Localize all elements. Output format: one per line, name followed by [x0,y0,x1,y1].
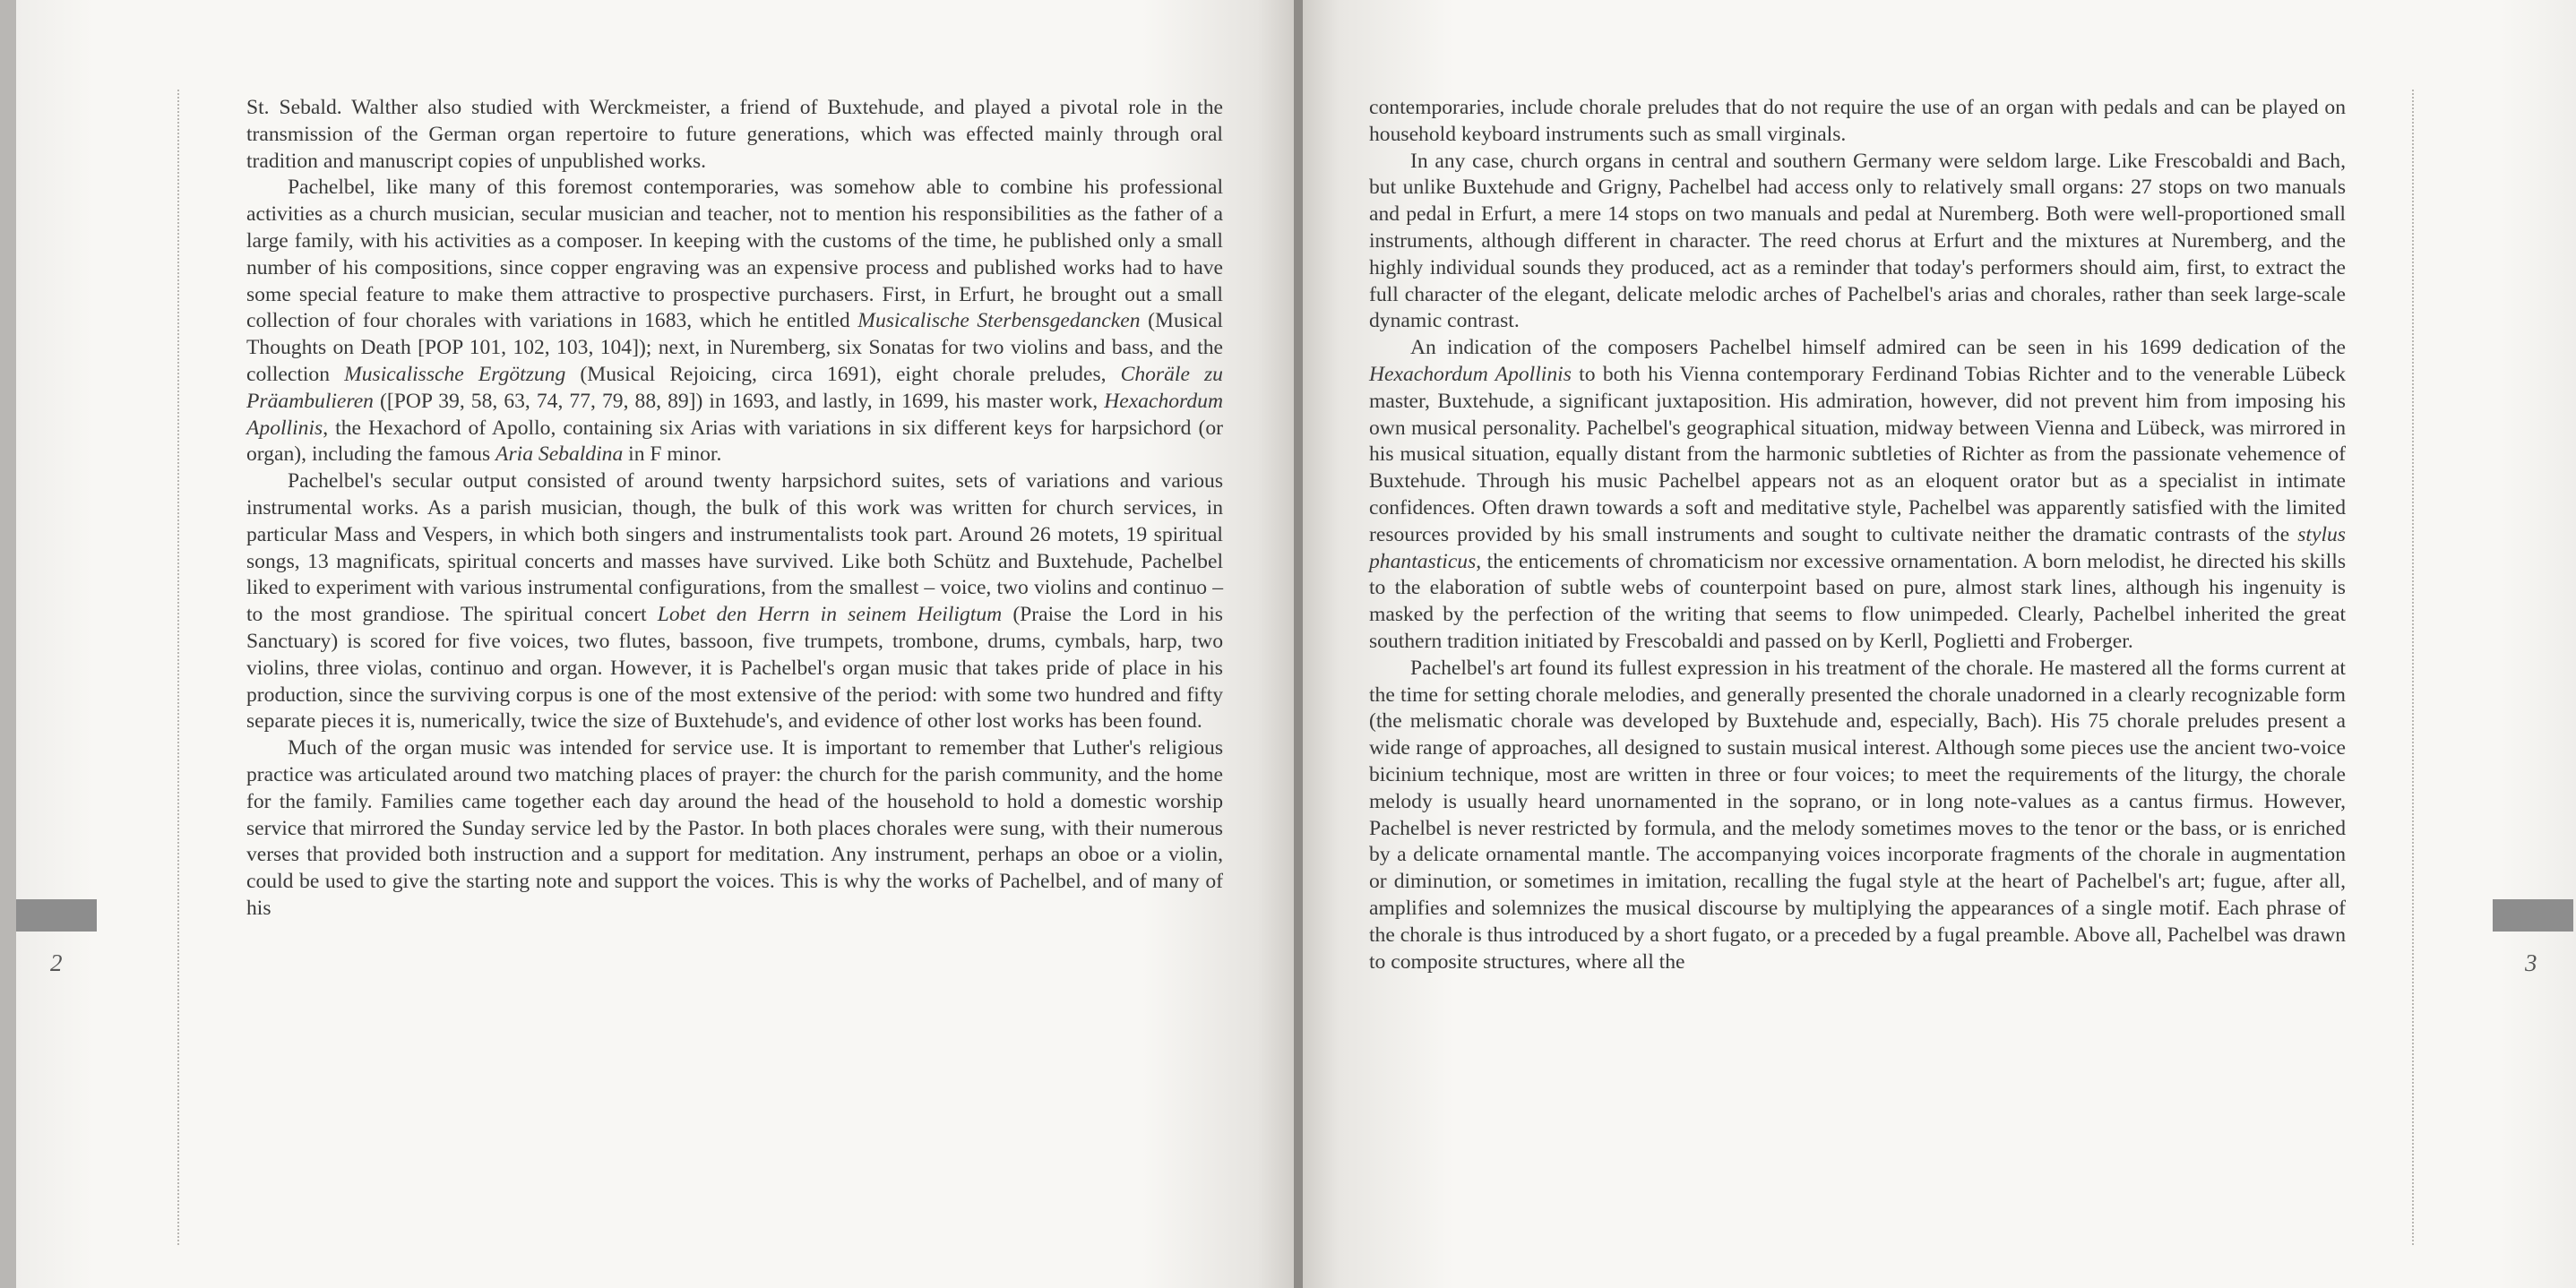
right-margin-rule [2412,90,2414,1245]
left-margin-rule [177,90,179,1245]
text-run: ([POP 39, 58, 63, 74, 77, 79, 88, 89]) in 1693, and lastly, in 1699, his master work, [373,389,1105,413]
text-run: contemporaries, include chorale preludes that do not require the use of an organ with pedals and can be played on household keyboard instruments such as small virginals. [1369,96,2346,146]
paragraph [1369,95,2346,149]
left-page-body-text [246,95,1223,923]
paragraph [1369,335,2346,656]
italic-title: Aria Sebaldina [495,442,624,467]
right-page-number: 3 [2525,949,2537,976]
paragraph [246,468,1223,735]
paragraph [246,95,1223,175]
text-run: (Praise the Lord in his Sanctuary) is scored for five voices, two flutes, bassoon, five trumpets, trombone, drums, cymbals, harp, two violins, three violas, continuo and organ. However, it is Pachelbel's organ music that takes pride of place in his production, since the surviving corpus is one of the most extensive of the period: with some two hundred and fifty separate pieces it is, numerically, twice the size of Buxtehude's, and evidence of other lost works has been found. [246,603,1223,734]
paragraph [1369,656,2346,976]
left-page-number: 2 [50,949,63,976]
text-run: Much of the organ music was intended for service use. It is important to remember that Luther's religious practice was articulated around two matching places of prayer: the church for the parish community, and the home for the family. Families came together each day around the head of the household to hold a domestic worship service that mirrored the Sunday service led by the Pastor. In both places chorales were sung, with their numerous verses that provided both instruction and a support for meditation. Any instrument, perhaps an oboe or a violin, could be used to give the starting note and support the voices. This is why the works of Pachelbel, and of many of his [246,736,1223,920]
paragraph [246,735,1223,923]
italic-title: Choräle zu Präambulieren [246,362,1223,413]
text-run: An indication of the composers Pachelbel himself admired can be seen in his 1699 dedication of the [1410,336,2346,360]
right-page-body-text [1369,95,2346,975]
italic-title: Lobet den Herrn in seinem Heiligtum [657,603,1003,627]
text-run: Pachelbel's art found its fullest expression in his treatment of the chorale. He mastered all the forms current at the time for setting chorale melodies, and generally presented the chorale unadorned in a clearly recognizable form (the melismatic chorale was developed by Buxtehude and, especially, Bach). His 75 chorale preludes present a wide range of approaches, all designed to sustain musical interest. Although some pieces use the ancient two-voice bicinium technique, most are written in three or four voices; to meet the requirements of the liturgy, the chorale melody is usually heard unornamented in the soprano, or in long note-values as a cantus firmus. However, Pachelbel is never restricted by formula, and the melody sometimes moves to the tenor or the bass, or is enriched by a delicate ornamental mantle. The accompanying voices incorporate fragments of the chorale in augmentation or diminution, or sometimes in imitation, recalling the fugal style at the heart of Pachelbel's art; fugue, after all, amplifies and solemnizes the musical discourse by multiplying the appearances of a single motif. Each phrase of the chorale is thus introduced by a short fugato, or a preceded by a fugal preamble. Above all, Pachelbel was drawn to composite structures, where all the [1369,656,2346,974]
italic-title: stylus phantasticus [1369,522,2346,573]
text-run: Pachelbel's secular output consisted of around twenty harpsichord suites, sets of variations and various instrumental works. As a parish musician, though, the bulk of this work was written for church services, in particular Mass and Vespers, in which both singers and instrumentalists took part. Around 26 motets, 19 spiritual songs, 13 magnificats, spiritual concerts and masses have survived. Like both Schütz and Buxtehude, Pachelbel liked to experiment with various instrumental configurations, from the smallest – voice, two violins and continuo – to the most grandiose. The spiritual concert [246,469,1223,627]
paragraph [246,175,1223,468]
left-page-tab-marker [16,899,97,932]
text-run: to both his Vienna contemporary Ferdinand Tobias Richter and to the venerable Lübeck master, Buxtehude, a significant juxtaposition. His admiration, however, did not prevent him from imposing his own musical personality. Pachelbel's geographical situation, midway between Vienna and Lübeck, was mirrored in his musical situation, equally distant from the harmonic subtleties of Richter as from the passionate vehemence of Buxtehude. Through his music Pachelbel appears not as an eloquent orator but as a specialist in intimate confidences. Often drawn towards a soft and meditative style, Pachelbel was apparently satisfied with the limited resources provided by his small instruments and sought to cultivate neither the dramatic contrasts of the [1369,362,2346,546]
paragraph [1369,149,2346,336]
text-run: in F minor. [623,442,722,467]
text-run: (Musical Thoughts on Death [POP 101, 102, 103, 104]); next, in Nuremberg, six Sonatas for two violins and bass, and the collection [246,309,1223,386]
italic-title: Musicalissche Ergötzung [344,362,566,386]
italic-title: Hexachordum Apollinis [1369,362,1572,386]
text-run: In any case, church organs in central and southern Germany were seldom large. Like Frescobaldi and Bach, but unlike Buxtehude and Grigny, Pachelbel had access only to relatively small organs: 27 stops on two manuals and pedal in Erfurt, a mere 14 stops on two manuals and pedal at Nuremberg. Both were well-proportioned small instruments, although different in character. The reed chorus at Erfurt and the mixtures at Nuremberg, and the highly individual sounds they produced, act as a reminder that today's performers should aim, first, to extract the full character of the elegant, delicate melodic arches of Pachelbel's arias and chorales, rather than seek large-scale dynamic contrast. [1369,149,2346,333]
text-run: (Musical Rejoicing, circa 1691), eight chorale preludes, [565,362,1121,386]
text-run: , the Hexachord of Apollo, containing six Arias with variations in six different keys for harpsichord (or organ), including the famous [246,416,1223,467]
right-page-tab-marker [2493,899,2573,932]
italic-title: Musicalische Sterbensgedancken [857,309,1141,333]
text-run: Pachelbel, like many of this foremost contemporaries, was somehow able to combine his professional activities as a church musician, secular musician and teacher, not to mention his responsibilities as the father of a large family, with his activities as a composer. In keeping with the customs of the time, he published only a small number of his compositions, since copper engraving was an expensive process and published works had to have some special feature to make them attractive to prospective purchasers. First, in Erfurt, he brought out a small collection of four chorales with variations in 1683, which he entitled [246,176,1223,333]
italic-title: Hexachordum Apollinis [246,389,1223,440]
book-spine [1294,0,1303,1288]
text-run: St. Sebald. Walther also studied with Werckmeister, a friend of Buxtehude, and played a pivotal role in the transmission of the German organ repertoire to future generations, which was effected mainly through oral tradition and manuscript copies of unpublished works. [246,96,1223,173]
text-run: , the enticements of chromaticism nor excessive ornamentation. A born melodist, he directed his skills to the elaboration of subtle webs of counterpoint based on pure, almost stark lines, although his ingenuity is masked by the perfection of the writing that seems to flow unimpeded. Clearly, Pachelbel inherited the great southern tradition initiated by Frescobaldi and passed on by Kerll, Poglietti and Froberger. [1369,549,2346,653]
